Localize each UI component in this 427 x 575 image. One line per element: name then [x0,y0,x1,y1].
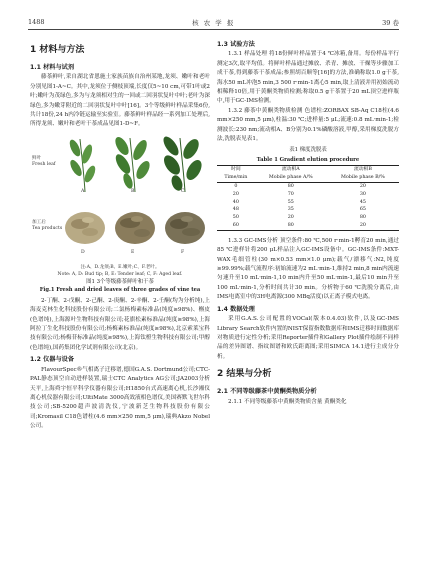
figure-caption-en: Fig.1 Fresh and dried leaves of three grades of vine tea [39,286,201,293]
page-number: 1488 [28,18,45,26]
vine-tea-leaf-sprig-image [113,135,153,192]
paragraph: 1.3.1 样品处理 将18份鲜叶样品置于4 ℃冰箱,备用。每份样品平行测定3次,取平均值。将鲜叶样品通过摊放、杀青、摊放、干燥等步骤加工成干茶,得到藤茶干茶成品;参照胡百顺等[16]的方法,准确称取1.0 g干茶,海水50 mL冲泡5 min,3 500 r·min-1离心5 min,取上清液并用初始流动相稀释10倍,用于黄酮类物质检测;称取0.5 g干茶置于20 mL顶空进样瓶中,用于GC-IMS检测。 [217,51,399,105]
subsection-heading: 1.2 仪器与设备 [30,356,75,364]
left-column [30,38,210,432]
paragraph: FlavourSpec®气相离子迁移谱,德国G.A.S. Dortmund公司;CTC-PAL静态顶空自动进样装置,瑞士CTC Analytics AG公司;JA2003分析天平,上海舜宇恒平科学仪器有限公司;H1850台式高速离心机,长沙湘仪离心机仪器有限公司;UltiMate 3000高效液相色谱仪,美国赛默飞世尔科技公司;SB-5200超声波清洗仪,宁波新芝生物科技股份有限公司;Kromasil C18色谱柱(4.6 mm×250 mm,5 μm),瑞典Akzo Nobel公司。 [30,366,210,430]
panel-label: F [181,249,185,255]
table-row: 50 20 80 [232,215,366,221]
journal-title: 核 农 学 报 [192,19,235,27]
paragraph: 1.3.3 GC-IMS分析 顶空条件:80 ℃,500 r·min-1孵育20 min,通过85 ℃进样针将200 μL样品注入GC-IMS设备中。GC-IMS条件:MXT-WAX毛细管柱(30 m×0.53 mm×1.0 μm);载气/漂移气:N2,纯度≥99.99%;载气流程序:初始流速为2 mL·min-1,维持2 min,8 min内流速匀速升至10 mL·min-1,10 min内升至50 mL·min-1,最后10 min升至100 mL·min-1,分析时间共计30 min。分析物于60 ℃洗脱分离后,由IMS电离室中的3H电离源(300 MBq活度)以正离子模式电离。 [217,237,399,301]
paragraph: 2.1.1 不同等级藤茶中黄酮类物质含量 黄酮类化 [228,398,347,405]
paragraph: 藤茶鲜叶,采自湖北省恩施土家族苗族自治州某地,龙须、嫩叶和老叶分别见图1-A~C。其中,龙须位于侧枝顶端,长度仅5~10 cm,可带1叶或2叶;嫩叶为茂绿色,多为与龙须相对生的一回或二回羽状复叶中叶;老叶为深绿色,多为嫩芽附近的二回羽状复叶中叶[16]。3个等级鲜叶样品采集6份,共计18份,24 h内冷链运输至实验室。藤茶鲜叶样品经一系列加工处理后,所得龙须、嫩叶和老叶干茶成品见图1-D~F。 [30,74,210,128]
tea-product-images [60,198,210,254]
paragraph: 2-丁酮、2-戊酮、2-己酮、2-庚酮、2-辛酮、2-壬酮(均为分析纯),上海麦克林生化科技股份有限公司;二氯杨梅素标准品(纯度≥98%)、槲皮(色谱纯),上海源叶生物科技有限公司;花旗松素标准品(纯度≥98%),上海阿拉丁生化科技股份有限公司;杨梅素标准品(纯度≥98%),北京索莱宝科技有限公司;杨梅苷标准品(纯度≥98%),上海钛橙生物科技有限公司;甲醇(色谱纯),国药集团化学试剂有限公司(北京)。 [30,297,210,351]
figure-caption: 图1 3个等级藤茶鲜叶和干茶 [86,278,154,285]
table-row: 60 80 20 [217,222,399,230]
section-heading: 2 结果与分析 [217,369,272,380]
fig-row-label: 鲜叶 [32,155,42,161]
panel-label: C [181,188,185,194]
figure-note: 注:A、D.龙须;B、E.嫩叶;C、F.老叶。 [80,264,160,270]
panel-label: D [81,249,85,255]
section-heading: 1 材料与方法 [30,45,85,55]
table-header-row [217,166,399,183]
panel-label: A [81,188,85,194]
subsection-heading: 1.3 试验方法 [217,41,255,48]
dried-tea-image [165,212,205,244]
dried-tea-image [65,212,105,244]
figure-1 [30,134,210,262]
vine-tea-leaf-sprig-image [68,138,98,192]
table-row: 40 55 45 [232,199,366,205]
table-row: 20 70 30 [232,191,366,197]
fresh-leaf-images [60,134,210,194]
table-header-cell: 流动相B Mobile phase B/% [340,167,385,181]
table-header-cell: 时间 Time/min [224,167,248,181]
subsection-heading: 1.1 材料与试剂 [30,64,75,71]
header-rule [28,29,399,30]
fig-row-label-en: Fresh leaf [32,161,56,167]
panel-label: B [131,188,135,194]
table-header-cell: 流动相A Mobile phase A/% [268,167,313,181]
panel-label: E [131,249,135,255]
figure-note-en: Note: A, D: Bud tip; B, E: Tender leaf; C, F: Aged leaf. [57,271,183,277]
fig-row-label: 加工后 [32,219,46,225]
subsection-heading: 1.4 数据处理 [217,305,255,313]
table-caption: 表1 梯度洗脱表 [289,147,327,154]
subsection-heading: 2.1 不同等级藤茶中黄酮类物质分析 [217,388,317,396]
gradient-table [217,165,399,230]
table-row: 0 80 20 [234,184,366,190]
paragraph: 1.3.2 藤茶中黄酮类物质检测 色谱柱:ZORBAX SB-Aq C18柱(4.6 mm×250 mm,5 μm),柱温:30 ℃;进样量:5 μL;流速:0.8 mL·min-1;检测波长:230 nm;流动相A、B分别为0.1%磷酸溶液,甲醇,采用梯度洗脱方法,洗脱表见表1。 [217,107,399,143]
table-row: 48 35 65 [232,207,366,213]
paragraph: 采用G.A.S.公司配置的VOCal(版本0.4.03)软件,以及GC-IMS Library Search软件内置的NIST保留指数数据库和IMS迁移时间数据库对物质进行定性分析;采用Reporter插件和Gallery Plot插件绘制不同样品的差异图谱、指纹图谱和欧氏距离图;采用SIMCA 14.1进行主成分分析。 [217,316,399,360]
right-column [217,38,399,407]
fig-row-label-en: Tea products [32,225,63,231]
dried-tea-image [115,212,155,244]
volume-label: 39 卷 [382,19,399,27]
table-caption-en: Table 1 Gradient elution procedure [256,157,360,164]
vine-tea-leaf-sprig-image [161,134,205,192]
